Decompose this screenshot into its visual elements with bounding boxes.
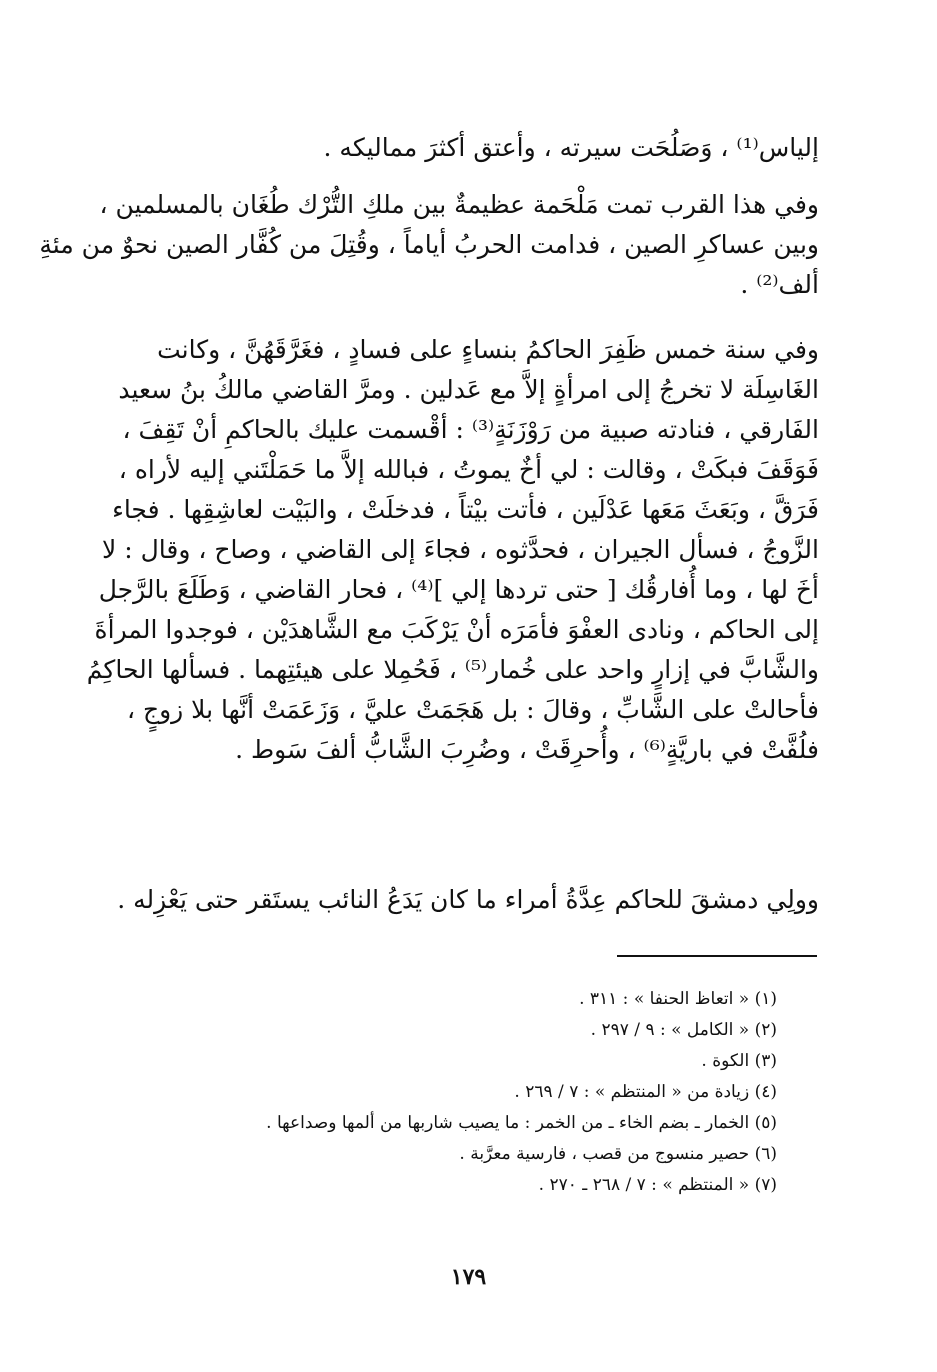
paragraph-hakim-story [86, 330, 819, 770]
text-line: إلى الحاكم ، ونادى العفْوَ فأمَرَه أنْ يَرْكَبَ مع الشَّاهدَيْن ، فوجدوا المرأةَ [94, 615, 819, 644]
text-line: الغَاسِلَة لا تخرجُ إلى امرأةٍ إلاَّ مع عَدلين . ومرَّ القاضي مالكُ بنُ سعيد [118, 375, 819, 404]
text-line: وولِي دمشقَ للحاكم عِدَّةُ أمراء ما كان يَدَعُ النائب يستَقر حتى يَعْزِله . [117, 885, 819, 914]
footnotes [137, 984, 777, 1201]
text-line: وبين عساكرِ الصين ، فدامت الحربُ أياماً ، وقُتِلَ من كُفَّار الصين نحوٌ من مئةِ [39, 230, 819, 259]
text-line: فلُفَّتْ في باريَّةٍ⁽⁶⁾ ، وأُحرِقَتْ ، وضُرِبَ الشَّابُّ ألفَ سَوط . [235, 735, 819, 764]
text-line: إلياس⁽¹⁾ ، وَصَلُحَت سيرته ، وأعتق أكثرَ مماليكه . [323, 133, 819, 162]
footnote-3: (٣) الكوة . [701, 1051, 777, 1071]
footnote-2: (٢) « الكامل » : ٩ / ٢٩٧ . [590, 1020, 777, 1040]
footnote-6: (٦) حصير منسوج من قصب ، فارسية معرَّبة . [459, 1144, 777, 1164]
text-line: فَوَقَفَ فبكَتْ ، وقالت : لي أخٌ يموتُ ، فبالله إلاَّ ما حَمَلْتَني إليه لأراه ، [118, 455, 819, 484]
footnote-7: (٧) « المنتظم » : ٧ / ٢٦٨ ـ ٢٧٠ . [538, 1175, 777, 1195]
text-line: الزَّوجُ ، فسأل الجيران ، فحدَّثوه ، فجاءَ إلى القاضي ، وصاح ، وقال : لا [102, 535, 819, 564]
footnote-4: (٤) زيادة من « المنتظم » : ٧ / ٢٦٩ . [514, 1082, 777, 1102]
paragraph-damascus [119, 880, 819, 920]
text-line: أخَ لها ، وما أُفارقُك [ حتى تردها إلي ]⁽⁴⁾ ، فحار القاضي ، وَطَلَعَ بالرَّجل [98, 575, 819, 604]
footnote-5: (٥) الخمار ـ بضم الخاء ـ من الخمر : ما يصيب شاربها من ألمها وصداعها . [266, 1113, 777, 1133]
footnote-divider [617, 955, 817, 957]
text-line: والشَّابَّ في إزارٍ واحد على خُمار⁽⁵⁾ ، فَحُمِلا على هيئتِهما . فسألها الحاكِمُ [86, 655, 819, 684]
text-line: وفي هذا القرب تمت مَلْحَمة عظيمةٌ بين ملكِ التُّرْك طُغَان بالمسلمين ، [99, 190, 819, 219]
main-text-line-1 [119, 128, 819, 168]
paragraph-battle [39, 185, 819, 305]
page-number: ١٧٩ [450, 1264, 487, 1290]
text-line: فَرَقَّ ، وبَعَثَ مَعَها عَدْلَين ، فأتت بيْتاً ، فدخلَتْ ، والبَيْت لعاشِقِها . فجاء [112, 495, 819, 524]
footnote-1: (١) « اتعاظ الحنفا » : ٣١١ . [579, 989, 777, 1009]
text-line: الفَارقي ، فنادته صبية من رَوْزَنَةٍ⁽³⁾ : أقْسمت عليك بالحاكمِ أنْ تَقِفَ ، [122, 415, 819, 444]
text-line: فأحالتْ على الشَّابِّ ، وقالَ : بل هَجَمَتْ عليَّ ، وَزَعَمَتْ أنَّها بلا زوجٍ ، [126, 695, 819, 724]
text-line: ألف⁽²⁾ . [740, 270, 819, 299]
text-line: وفي سنة خمس ظَفِرَ الحاكمُ بنساءٍ على فسادٍ ، فغَرَّقَهُنَّ ، وكانت [157, 335, 819, 364]
